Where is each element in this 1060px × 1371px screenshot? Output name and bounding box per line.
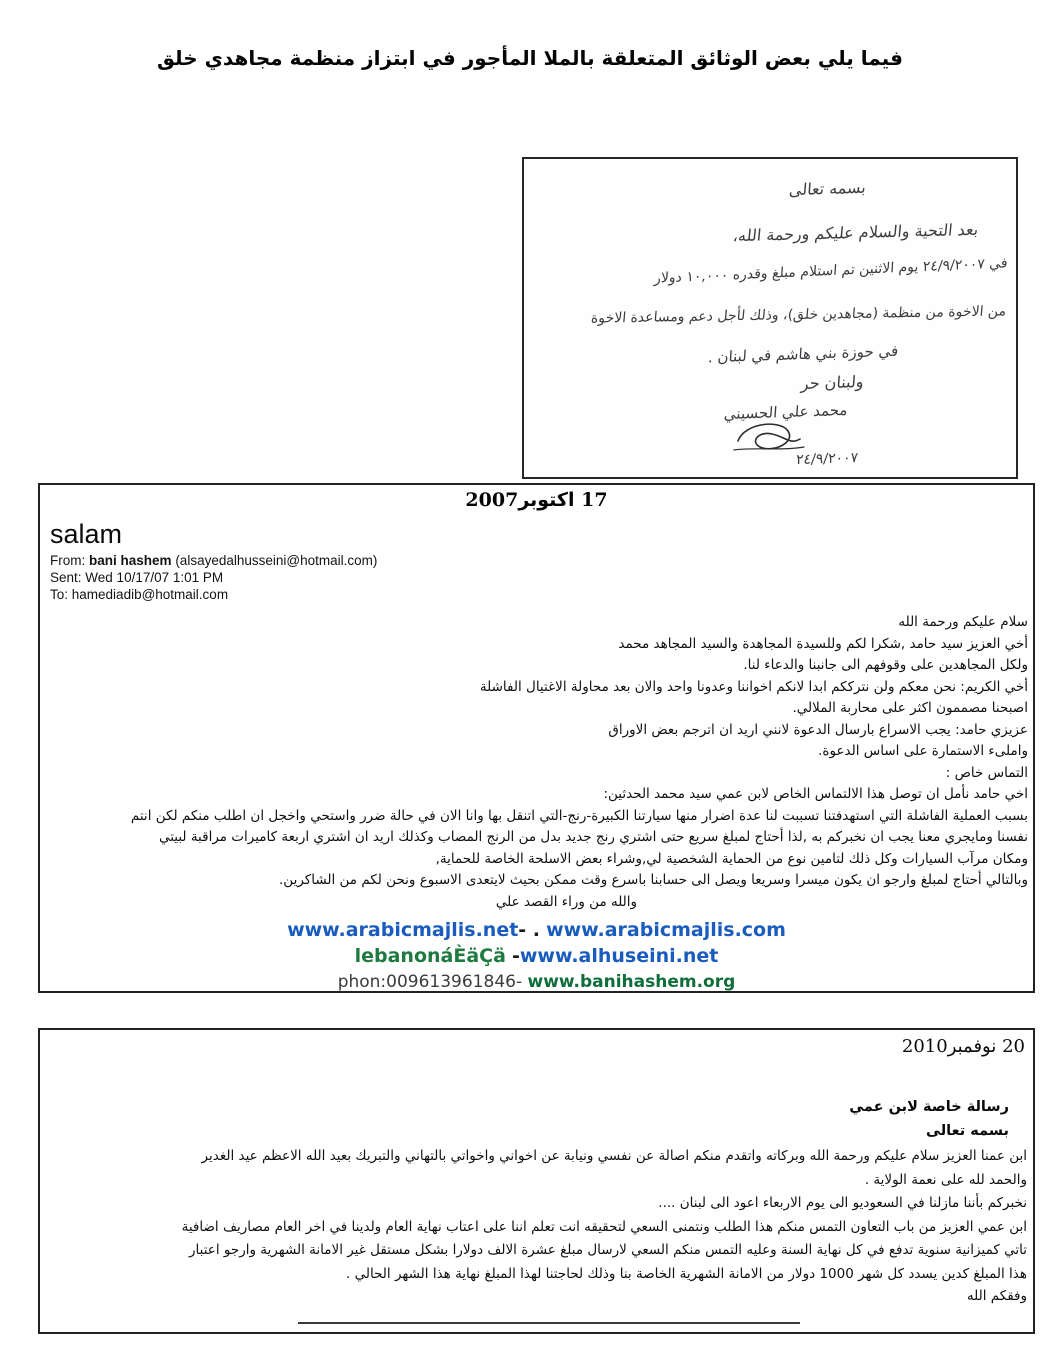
page-title: فيما يلي بعض الوثائق المتعلقة بالملا المأجور في ابتزاز منظمة مجاهدي خلق — [157, 46, 903, 70]
link-separator: - — [511, 945, 520, 967]
note-line: بسمه تعالى — [788, 177, 867, 200]
email-2007-box — [38, 483, 1035, 993]
body-line: التماس خاص : — [945, 764, 1028, 781]
links-block — [40, 917, 1033, 995]
body-line: نفسنا ومايجري معنا يجب ان نخبركم به ,لذا أحتاج لمبلغ سريع حتى اشتري رنج جديد بدل من الرنج المصاب وكذلك اريد ان اشتري اربعة كاميرات مراقبة لبيتي — [158, 829, 1028, 845]
body-line: نخبركم بأننا مازلنا في السعوديو الى يوم الاربعاء اعود الى لبنان .... — [658, 1195, 1027, 1211]
links-row-1 — [40, 917, 1033, 943]
handwritten-note-box — [522, 157, 1018, 479]
body-line: وبالتالي أحتاج لمبلغ وارجو ان يكون ميسرا وسريعا ويصل الى حسابنا باسرع وقت ممكن بحيث لايتعدى الاسبوع ونحن لكم من الشاكرين. — [279, 872, 1028, 888]
note-line: في حوزة بني هاشم في لبنان . — [707, 341, 899, 367]
from-email: (alsayedalhusseini@hotmail.com) — [175, 553, 378, 568]
to-value: hamediadib@hotmail.com — [71, 587, 229, 602]
body-line: ابن عمي العزيز من باب التعاون التمس منكم هذا الطلب ونتمنى السعي لتحقيقه انت تعلم اننا على اعتاب نهاية العام ولدينا في اخر العام مصاريف اضافية — [181, 1218, 1027, 1235]
link-separator: - . — [518, 919, 541, 941]
body-line: بسبب العملية الفاشلة التي استهدفتنا تسببت لنا عدة اضرار منها سيارتنا الكبيرة-رنج-التي اتنقل بها وانا الان في حالة ضرر واستحي واخجل ان اطلب منكم لكن انتم — [130, 807, 1028, 824]
email-subject: salam — [50, 519, 123, 549]
body-line: واملىء الاستمارة على اساس الدعوة. — [818, 743, 1028, 759]
links-row-2 — [40, 943, 1033, 969]
from-name: bani hashem — [89, 553, 172, 568]
body-line: ولكل المجاهدين على وقوفهم الى جانبنا والدعاء لنا. — [743, 657, 1028, 673]
body-line: اخي حامد نأمل ان توصل هذا الالتماس الخاص لابن عمي سيد محمد الحدثين: — [603, 786, 1028, 802]
letter-closing: وفقكم الله — [966, 1288, 1027, 1304]
body-line: ابن عمنا العزيز سلام عليكم ورحمة الله وبركاته واتقدم منكم اصالة عن نفسي ونيابة عن اخواني واخواتي بالتهاني والتبريك بعيد الله الاعظم عيد الغدير — [201, 1148, 1027, 1164]
lebanon-text: lebanonáÈäÇä — [354, 945, 506, 967]
url-arabicmajlis-com[interactable]: www.arabicmajlis.com — [546, 919, 786, 941]
note-signature-name: محمد علي الحسيني — [723, 400, 849, 424]
letter-2010-body — [46, 1145, 1027, 1286]
email-to-row — [50, 586, 1033, 603]
sent-value: Wed 10/17/07 1:01 PM — [85, 570, 224, 585]
letter-basmala: بسمه تعالى — [926, 1123, 1009, 1139]
letter-heading: رسالة خاصة لابن عمي — [849, 1099, 1009, 1115]
letter-2010-box — [38, 1028, 1035, 1334]
note-line: بعد التحية والسلام عليكم ورحمة الله، — [731, 219, 979, 246]
email-2007-date-header: 17 اكتوبر2007 — [465, 489, 608, 511]
body-line: ومكان مرآب السيارات وكل ذلك لتامين نوع من الحماية الشخصية لي,وشراء بعض الاسلحة الخاصة للحماية, — [435, 850, 1028, 867]
url-arabicmajlis-net[interactable]: www.arabicmajlis.net — [287, 919, 519, 941]
links-row-3 — [40, 969, 1033, 995]
signature-scribble — [730, 417, 808, 457]
bottom-divider-line — [298, 1322, 800, 1324]
body-line: هذا المبلغ كدين يسدد كل شهر 1000 دولار من الامانة الشهرية الخاصة بنا وذلك لحاجتنا لهذا المبلغ نهاية هذا الشهر الحالي . — [346, 1265, 1027, 1282]
body-line: عزيزي حامد: يجب الاسراع بارسال الدعوة لانني اريد ان اترجم بعض الاوراق — [608, 721, 1028, 738]
note-line: من الاخوة من منظمة (مجاهدين خلق)، وذلك لأجل دعم ومساعدة الاخوة — [590, 303, 1007, 327]
letter-2010-date-header: 20 نوفمبر2010 — [901, 1036, 1025, 1057]
email-sent-row — [50, 569, 1033, 586]
url-alhuseini-net[interactable]: www.alhuseini.net — [519, 945, 719, 967]
email-2007-body — [45, 612, 1028, 913]
body-closing-line: والله من وراء القصد علي — [495, 893, 638, 910]
body-line: أخي الكريم: نحن معكم ولن نترككم ابدا لانكم اخواننا وعدونا واحد والان بعد محاولة الاغتيال الفاشلة — [479, 678, 1028, 695]
url-banihashem-org[interactable]: www.banihashem.org — [527, 972, 736, 992]
from-label: From: — [50, 553, 86, 568]
note-line: ولبنان حر — [800, 371, 865, 394]
sent-label: Sent: — [50, 570, 82, 585]
note-line: في ٢٤/٩/٢٠٠٧ يوم الاثنين تم استلام مبلغ وقدره ١٠,٠٠٠ دولار — [653, 255, 1009, 287]
body-line: تاتي كميزانية سنوية تدفع في كل نهاية السنة وعليه التمس منكم السعي لارسال مبلغ عشرة الالف دولارا بشكل مستقل غير الامانة الشهرية وارجو اعتبار — [189, 1242, 1027, 1258]
note-date: ٢٤/٩/٢٠٠٧ — [795, 449, 859, 469]
to-label: To: — [50, 587, 69, 602]
body-line: سلام عليكم ورحمة الله — [898, 614, 1028, 630]
body-line: اصبحنا مصممون اكثر على محاربة الملالي. — [792, 700, 1028, 716]
email-from-row — [50, 552, 1033, 569]
body-line: والحمد لله على نعمة الولاية . — [864, 1171, 1027, 1188]
body-line: أخي العزيز سيد حامد ,شكرا لكم وللسيدة المجاهدة والسيد المجاهد محمد — [618, 635, 1028, 652]
phone-number: phon:009613961846- — [337, 972, 523, 992]
